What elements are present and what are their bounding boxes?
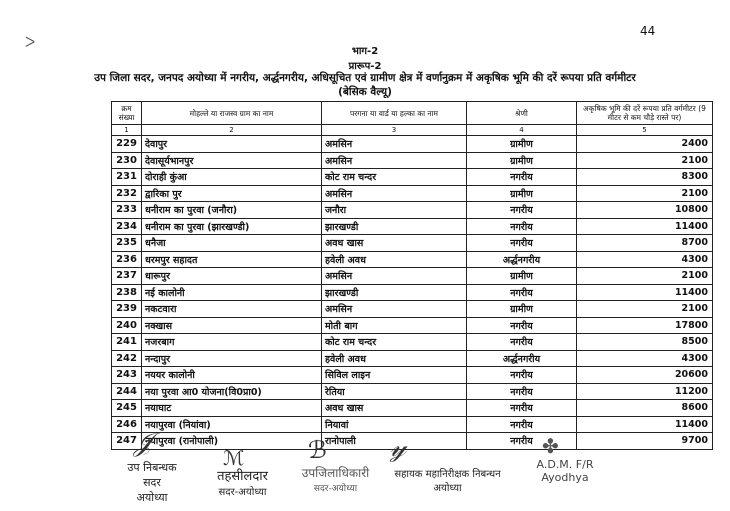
row-ward: झारखण्डी xyxy=(322,284,467,301)
col-number: 4 xyxy=(467,125,577,136)
row-ward: अमसिन xyxy=(322,301,467,318)
col-header-name: मोहल्ले या राजस्व ग्राम का नाम xyxy=(142,102,322,125)
row-category: नगरीय xyxy=(467,367,577,384)
table-row xyxy=(112,136,713,153)
table-row xyxy=(112,317,713,334)
row-rate: 8500 xyxy=(577,334,713,351)
row-rate: 8300 xyxy=(577,169,713,186)
signature-scribble: ℬ xyxy=(308,436,327,464)
signature-tehsildar xyxy=(195,446,290,498)
row-locality: द्वारिका पुर xyxy=(142,185,322,202)
col-number: 3 xyxy=(322,125,467,136)
row-rate: 4300 xyxy=(577,350,713,367)
table-row xyxy=(112,218,713,235)
row-ward: रानोपाली xyxy=(322,433,467,450)
row-sno: 233 xyxy=(112,202,142,219)
col-number: 5 xyxy=(577,125,713,136)
row-locality: नन्दापुर xyxy=(142,350,322,367)
row-ward: सिविल लाइन xyxy=(322,367,467,384)
table-row xyxy=(112,433,713,450)
row-locality: नकटवारा xyxy=(142,301,322,318)
row-ward: नियावां xyxy=(322,416,467,433)
signature-place: अयोध्या xyxy=(433,483,462,494)
document-title: उप जिला सदर, जनपद अयोध्या में नगरीय, अर्द्धनगरीय, अधिसूचित एवं ग्रामीण क्षेत्र में वर्णानुक्रम में अकृषिक भूमि की दरें रूपया प्रति वर्गमीटर xyxy=(94,72,636,84)
signature-title: सहायक महानिरीक्षक निबन्धन xyxy=(394,469,501,480)
table-row xyxy=(112,185,713,202)
row-sno: 246 xyxy=(112,416,142,433)
table-row xyxy=(112,268,713,285)
row-locality: नयापुरवा (रानोपाली) xyxy=(142,433,322,450)
signature-title: उप निबन्धक xyxy=(127,461,177,474)
row-rate: 8700 xyxy=(577,235,713,252)
column-number-row xyxy=(112,125,713,136)
row-rate: 17800 xyxy=(577,317,713,334)
page-number: 44 xyxy=(640,24,656,38)
signature-title: A.D.M. F/R xyxy=(536,458,594,471)
row-rate: 10800 xyxy=(577,202,713,219)
row-sno: 230 xyxy=(112,152,142,169)
row-ward: हवेली अवध xyxy=(322,350,467,367)
row-ward: कोट राम चन्दर xyxy=(322,169,467,186)
row-ward: रेतिया xyxy=(322,383,467,400)
signature-scribble: ℳ xyxy=(223,446,245,470)
signature-place: अयोध्या xyxy=(136,491,168,504)
part-heading: भाग-2 xyxy=(351,46,379,57)
row-sno: 245 xyxy=(112,400,142,417)
row-category: ग्रामीण xyxy=(467,152,577,169)
row-ward: कोट राम चन्दर xyxy=(322,334,467,351)
row-locality: नक्खास xyxy=(142,317,322,334)
row-rate: 9700 xyxy=(577,433,713,450)
row-category: नगरीय xyxy=(467,235,577,252)
row-sno: 242 xyxy=(112,350,142,367)
table-row xyxy=(112,301,713,318)
row-rate: 11400 xyxy=(577,218,713,235)
row-sno: 231 xyxy=(112,169,142,186)
col-header-sno: क्रम संख्या xyxy=(112,102,142,125)
table-row xyxy=(112,152,713,169)
row-category: नगरीय xyxy=(467,284,577,301)
row-sno: 234 xyxy=(112,218,142,235)
signature-title: तहसीलदार xyxy=(217,469,268,484)
signature-aig xyxy=(380,430,515,494)
row-category: अर्द्धनगरीय xyxy=(467,350,577,367)
row-rate: 8600 xyxy=(577,400,713,417)
row-sno: 237 xyxy=(112,268,142,285)
table-row xyxy=(112,334,713,351)
row-ward: मोती बाग xyxy=(322,317,467,334)
row-rate: 4300 xyxy=(577,251,713,268)
row-category: नगरीय xyxy=(467,383,577,400)
table-row xyxy=(112,284,713,301)
row-sno: 229 xyxy=(112,136,142,153)
row-ward: अमसिन xyxy=(322,268,467,285)
row-locality: धनीराम का पुरवा (जनौरा) xyxy=(142,202,322,219)
signature-title: उपजिलाधिकारी xyxy=(301,466,370,480)
row-ward: अवध खास xyxy=(322,235,467,252)
row-locality: नजरबाग xyxy=(142,334,322,351)
table-row xyxy=(112,202,713,219)
row-sno: 239 xyxy=(112,301,142,318)
signature-office: सदर-अयोध्या xyxy=(313,484,358,494)
row-rate: 11400 xyxy=(577,416,713,433)
row-sno: 247 xyxy=(112,433,142,450)
row-sno: 235 xyxy=(112,235,142,252)
row-locality: नई कालोनी xyxy=(142,284,322,301)
row-locality: देवासूर्यभानपुर xyxy=(142,152,322,169)
row-ward: अमसिन xyxy=(322,152,467,169)
table-row xyxy=(112,251,713,268)
row-sno: 240 xyxy=(112,317,142,334)
row-category: नगरीय xyxy=(467,202,577,219)
row-ward: हवेली अवध xyxy=(322,251,467,268)
row-locality: देवापुर xyxy=(142,136,322,153)
row-rate: 2100 xyxy=(577,268,713,285)
row-category: ग्रामीण xyxy=(467,301,577,318)
row-sno: 236 xyxy=(112,251,142,268)
signature-office: सदर-अयोध्या xyxy=(218,487,267,498)
row-category: नगरीय xyxy=(467,433,577,450)
col-number: 2 xyxy=(142,125,322,136)
table-row xyxy=(112,416,713,433)
row-category: नगरीय xyxy=(467,169,577,186)
row-locality: नया पुरवा आ0 योजना(वि0प्रा0) xyxy=(142,383,322,400)
row-rate: 2100 xyxy=(577,152,713,169)
signature-scribble: 𝒥 xyxy=(134,428,152,458)
row-ward: अमसिन xyxy=(322,136,467,153)
row-rate: 2100 xyxy=(577,185,713,202)
row-ward: जनौरा xyxy=(322,202,467,219)
row-category: ग्रामीण xyxy=(467,136,577,153)
table-row xyxy=(112,400,713,417)
row-category: ग्रामीण xyxy=(467,185,577,202)
row-sno: 232 xyxy=(112,185,142,202)
row-ward: अमसिन xyxy=(322,185,467,202)
signature-office: सदर xyxy=(143,476,161,489)
signature-scribble: ✤ xyxy=(542,434,559,458)
signature-scribble: 𝓎 xyxy=(390,430,407,463)
col-number: 1 xyxy=(112,125,142,136)
row-ward: झारखण्डी xyxy=(322,218,467,235)
row-locality: धनीराम का पुरवा (झारखण्डी) xyxy=(142,218,322,235)
row-category: नगरीय xyxy=(467,334,577,351)
table-row xyxy=(112,235,713,252)
row-rate: 11400 xyxy=(577,284,713,301)
col-header-ward: परगना या वार्ड या हल्का का नाम xyxy=(322,102,467,125)
rate-table-container xyxy=(111,101,712,450)
row-locality: धनैजा xyxy=(142,235,322,252)
row-rate: 20600 xyxy=(577,367,713,384)
row-locality: दोराही कुंआ xyxy=(142,169,322,186)
document-subtitle: (बेसिक वैल्यू) xyxy=(338,86,392,98)
row-rate: 2400 xyxy=(577,136,713,153)
row-category: नगरीय xyxy=(467,400,577,417)
row-category: अर्द्धनगरीय xyxy=(467,251,577,268)
row-locality: धारूपुर xyxy=(142,268,322,285)
row-ward: अवध खास xyxy=(322,400,467,417)
row-locality: नयाघाट xyxy=(142,400,322,417)
row-locality: नयापुरवा (नियांवा) xyxy=(142,416,322,433)
table-row xyxy=(112,350,713,367)
row-category: नगरीय xyxy=(467,416,577,433)
row-rate: 2100 xyxy=(577,301,713,318)
col-header-category: श्रेणी xyxy=(467,102,577,125)
row-category: ग्रामीण xyxy=(467,268,577,285)
row-locality: नययर कालोनी xyxy=(142,367,322,384)
row-category: नगरीय xyxy=(467,317,577,334)
row-sno: 243 xyxy=(112,367,142,384)
row-locality: धरमपुर सहादत xyxy=(142,251,322,268)
margin-mark: ᐳ xyxy=(25,35,36,51)
row-category: नगरीय xyxy=(467,218,577,235)
row-sno: 244 xyxy=(112,383,142,400)
signature-place: Ayodhya xyxy=(541,471,589,484)
row-sno: 238 xyxy=(112,284,142,301)
table-header-row xyxy=(112,102,713,125)
col-header-rate: अकृषिक भूमि की दरें रूपया प्रति वर्गमीटर (9 मीटर से कम चौड़े रास्ते पर) xyxy=(577,102,713,125)
row-sno: 241 xyxy=(112,334,142,351)
row-rate: 11200 xyxy=(577,383,713,400)
table-row xyxy=(112,169,713,186)
table-row xyxy=(112,383,713,400)
table-row xyxy=(112,367,713,384)
form-heading: प्रारूप-2 xyxy=(348,61,382,72)
rate-table xyxy=(111,101,713,450)
